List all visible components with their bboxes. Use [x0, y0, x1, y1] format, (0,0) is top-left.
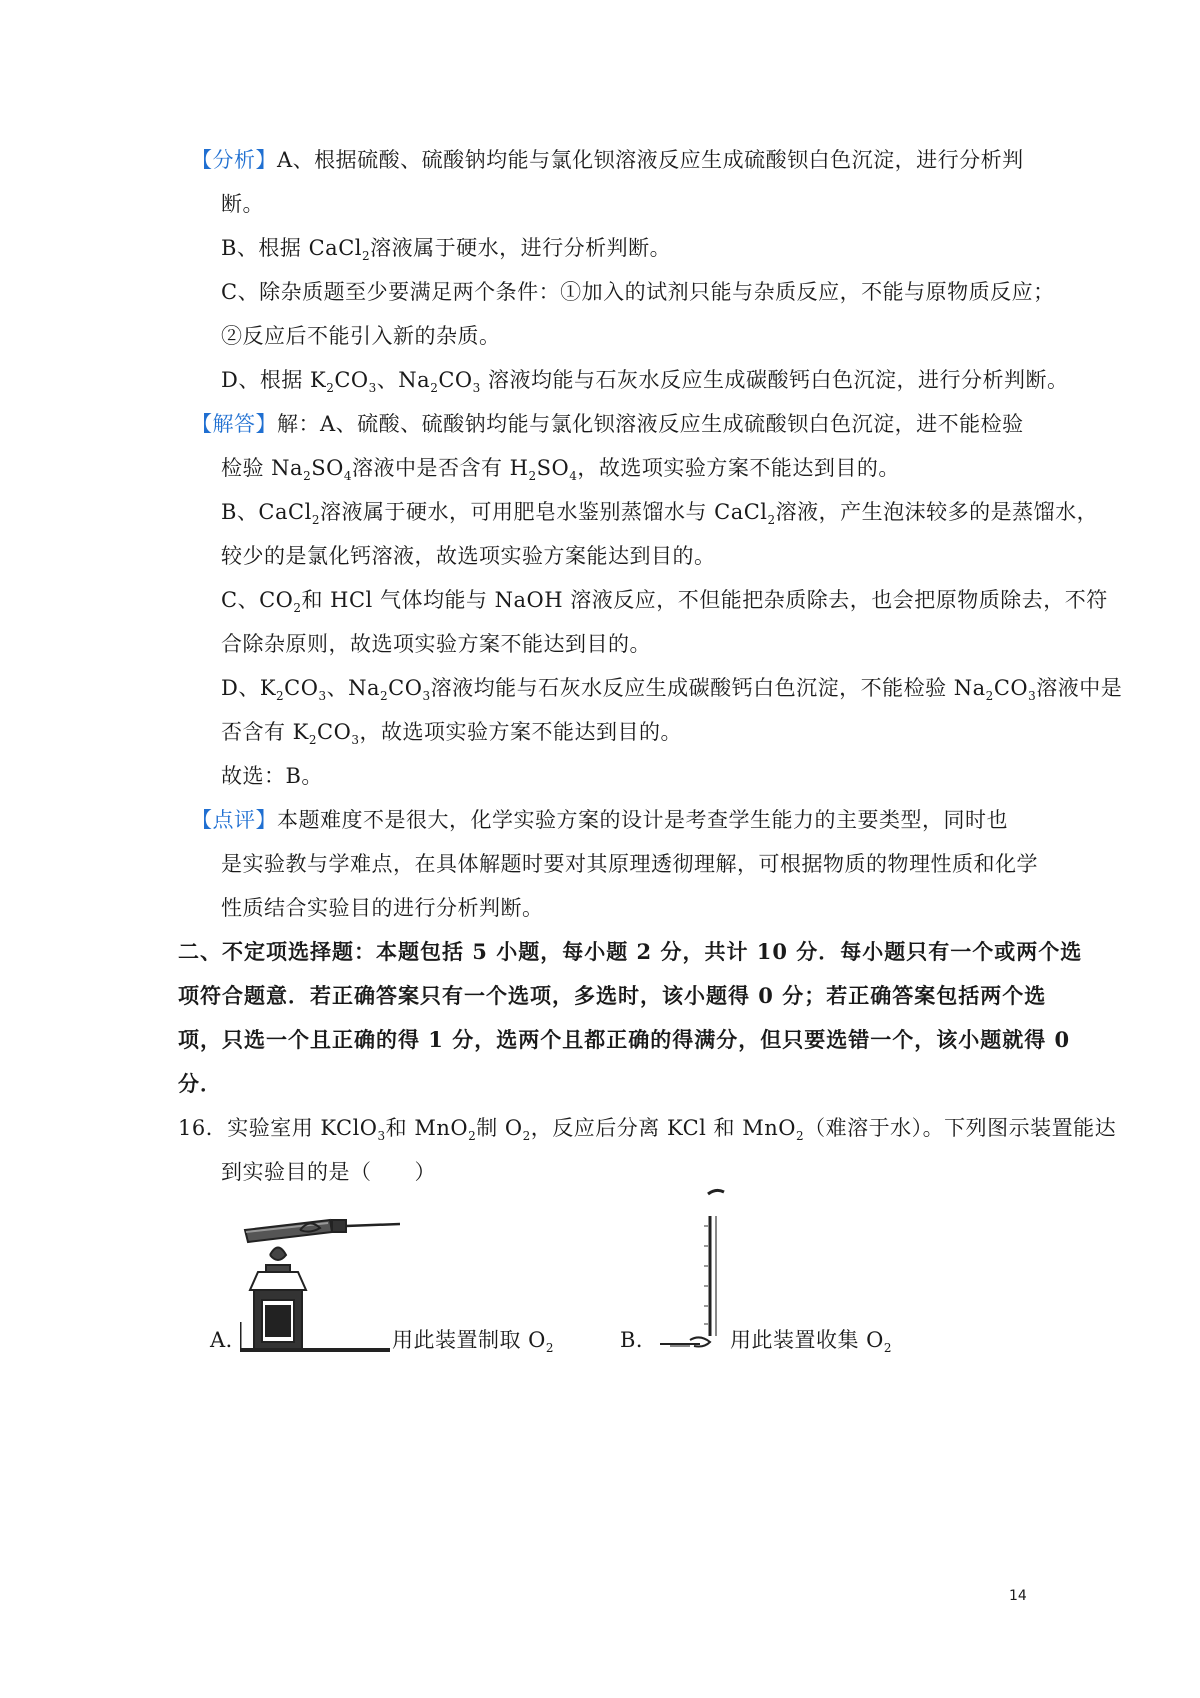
- analysis-c-continuation: ②反应后不能引入新的杂质。: [221, 324, 501, 348]
- section2-line-4: 分．: [178, 1071, 222, 1096]
- gas-collection-apparatus-icon: [660, 1186, 730, 1356]
- analysis-tag: 【分析】: [191, 148, 277, 172]
- question-16-stem: 16．实验室用 KClO$_3$和 MnO$_2$制 $O_2$，反应后分离 KCl 和 MnO$_2$（难溶于水）。下列图示装置能达: [178, 1116, 1117, 1144]
- section2-line-3: 项，只选一个且正确的得 1 分，选两个且都正确的得满分，但只要选错一个，该小题就得 0: [178, 1027, 1071, 1052]
- comment-line-3: 性质结合实验目的进行分析判断。: [221, 896, 544, 920]
- question-16-stem-continuation: 到实验目的是（ ）: [221, 1160, 436, 1184]
- option-b-text: 用此装置收集 $O_2$: [730, 1328, 893, 1356]
- section2-line-1: 二、不定项选择题：本题包括 5 小题，每小题 2 分，共计 10 分．每小题只有一个或两个选: [178, 939, 1083, 964]
- answer-line-c: C、$CO_2$和 HCl 气体均能与 NaOH 溶液反应，不但能把杂质除去，也会把原物质除去，不符: [221, 588, 1108, 616]
- analysis-line-c: C、除杂质题至少要满足两个条件：①加入的试剂只能与杂质反应，不能与原物质反应；: [221, 280, 1055, 304]
- comment-tag: 【点评】: [191, 808, 277, 832]
- answer-c-continuation: 合除杂原则，故选项实验方案不能达到目的。: [221, 632, 651, 656]
- page-number: 14: [1009, 1588, 1027, 1604]
- answer-line-a: 【解答】解：A、硫酸、硫酸钠均能与氯化钡溶液反应生成硫酸钡白色沉淀，进不能检验: [191, 412, 1024, 436]
- answer-d-continuation: 否含有 $K_2CO_3$，故选项实验方案不能达到目的。: [221, 720, 682, 748]
- answer-tag: 【解答】: [191, 412, 277, 436]
- comment-line-2: 是实验教与学难点，在具体解题时要对其原理透彻理解，可根据物质的物理性质和化学: [221, 852, 1038, 876]
- analysis-line-d: D、根据 $K_2CO_3$、$Na_2CO_3$ 溶液均能与石灰水反应生成碳酸钙白色沉淀，进行分析判断。: [221, 368, 1069, 396]
- analysis-a-text: A、根据硫酸、硫酸钠均能与氯化钡溶液反应生成硫酸钡白色沉淀，进行分析判: [277, 148, 1024, 172]
- answer-b-continuation: 较少的是氯化钙溶液，故选项实验方案能达到目的。: [221, 544, 716, 568]
- option-a-text: 用此装置制取 $O_2$: [392, 1328, 555, 1356]
- analysis-a-continuation: 断。: [221, 192, 264, 216]
- comment-line-1: 【点评】本题难度不是很大，化学实验方案的设计是考查学生能力的主要类型，同时也: [191, 808, 1008, 832]
- answer-line-b: B、CaCl$_2$溶液属于硬水，可用肥皂水鉴别蒸馏水与 CaCl$_2$溶液，产生泡沫较多的是蒸馏水，: [221, 500, 1099, 528]
- analysis-line-b: B、根据 CaCl$_2$溶液属于硬水，进行分析判断。: [221, 236, 672, 264]
- option-b-label: B．: [620, 1328, 658, 1352]
- analysis-line-a: [191, 146, 1024, 174]
- heating-apparatus-icon: [240, 1210, 400, 1368]
- answer-choice: 故选：B。: [221, 764, 323, 788]
- section2-line-2: 项符合题意．若正确答案只有一个选项，多选时，该小题得 0 分；若正确答案包括两个选: [178, 983, 1047, 1008]
- option-a-label: A．: [210, 1328, 248, 1352]
- answer-a-continuation: 检验 $Na_2SO_4$溶液中是否含有 $H_2SO_4$，故选项实验方案不能达到目的。: [221, 456, 900, 484]
- answer-line-d: D、$K_2CO_3$、$Na_2CO_3$溶液均能与石灰水反应生成碳酸钙白色沉淀，不能检验 $Na_2CO_3$溶液中是: [221, 676, 1123, 704]
